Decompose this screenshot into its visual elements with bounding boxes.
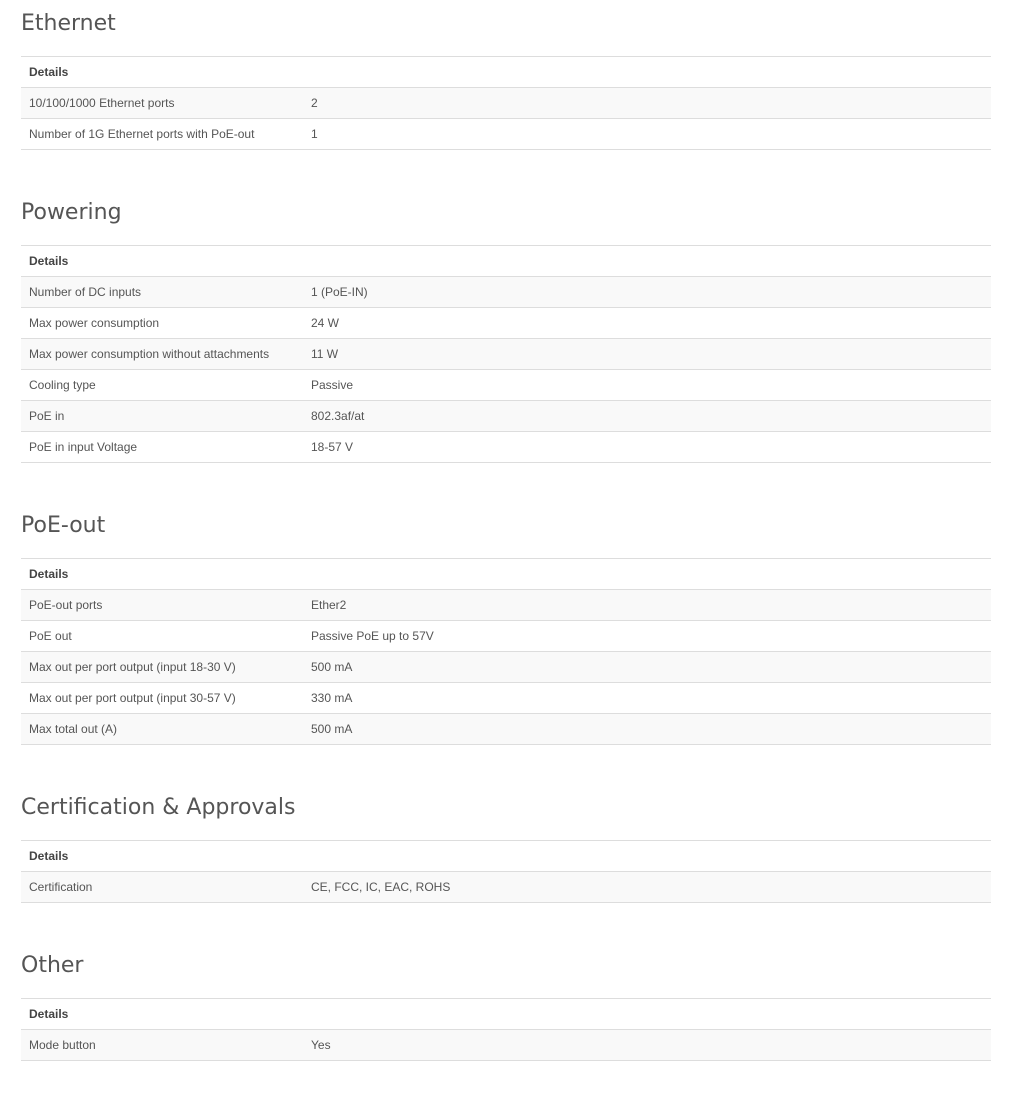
table-header-row: [21, 999, 991, 1030]
table-header: Details: [21, 246, 991, 277]
table-header: Details: [21, 57, 991, 88]
spec-table: [21, 245, 991, 463]
table-row: [21, 277, 991, 308]
row-label: Number of 1G Ethernet ports with PoE-out: [21, 119, 303, 150]
row-value: 500 mA: [303, 652, 991, 683]
row-label: Max power consumption: [21, 308, 303, 339]
table-row: [21, 432, 991, 463]
table-header-row: [21, 246, 991, 277]
row-value: Yes: [303, 1030, 991, 1061]
table-row: [21, 683, 991, 714]
table-row: [21, 1030, 991, 1061]
table-row: [21, 370, 991, 401]
section-title: PoE-out: [21, 513, 106, 538]
row-label: Max power consumption without attachments: [21, 339, 303, 370]
row-value: Passive PoE up to 57V: [303, 621, 991, 652]
row-value: 802.3af/at: [303, 401, 991, 432]
row-value: 500 mA: [303, 714, 991, 745]
row-label: PoE in: [21, 401, 303, 432]
row-value: 11 W: [303, 339, 991, 370]
table-row: [21, 652, 991, 683]
section-title: Ethernet: [21, 11, 116, 36]
table-row: [21, 714, 991, 745]
section-title: Powering: [21, 200, 122, 225]
table-row: [21, 119, 991, 150]
row-value: Passive: [303, 370, 991, 401]
row-value: 2: [303, 88, 991, 119]
row-value: Ether2: [303, 590, 991, 621]
row-label: Cooling type: [21, 370, 303, 401]
row-value: 330 mA: [303, 683, 991, 714]
row-label: PoE in input Voltage: [21, 432, 303, 463]
row-label: 10/100/1000 Ethernet ports: [21, 88, 303, 119]
row-label: Certification: [21, 872, 303, 903]
table-row: [21, 339, 991, 370]
table-header: Details: [21, 559, 991, 590]
table-header: Details: [21, 841, 991, 872]
row-value: 1 (PoE-IN): [303, 277, 991, 308]
row-value: CE, FCC, IC, EAC, ROHS: [303, 872, 991, 903]
row-value: 18-57 V: [303, 432, 991, 463]
table-header: Details: [21, 999, 991, 1030]
section-title: Other: [21, 953, 84, 978]
table-row: [21, 621, 991, 652]
row-label: Number of DC inputs: [21, 277, 303, 308]
table-row: [21, 590, 991, 621]
row-label: PoE-out ports: [21, 590, 303, 621]
spec-table: [21, 56, 991, 150]
table-row: [21, 308, 991, 339]
table-row: [21, 88, 991, 119]
table-header-row: [21, 559, 991, 590]
row-label: Max total out (A): [21, 714, 303, 745]
table-row: [21, 401, 991, 432]
table-header-row: [21, 841, 991, 872]
row-value: 24 W: [303, 308, 991, 339]
row-label: Max out per port output (input 30-57 V): [21, 683, 303, 714]
spec-table: [21, 998, 991, 1061]
spec-table: [21, 558, 991, 745]
row-label: PoE out: [21, 621, 303, 652]
spec-table: [21, 840, 991, 903]
row-label: Max out per port output (input 18-30 V): [21, 652, 303, 683]
table-header-row: [21, 57, 991, 88]
row-label: Mode button: [21, 1030, 303, 1061]
table-row: [21, 872, 991, 903]
section-title: Certification & Approvals: [21, 795, 296, 820]
row-value: 1: [303, 119, 991, 150]
